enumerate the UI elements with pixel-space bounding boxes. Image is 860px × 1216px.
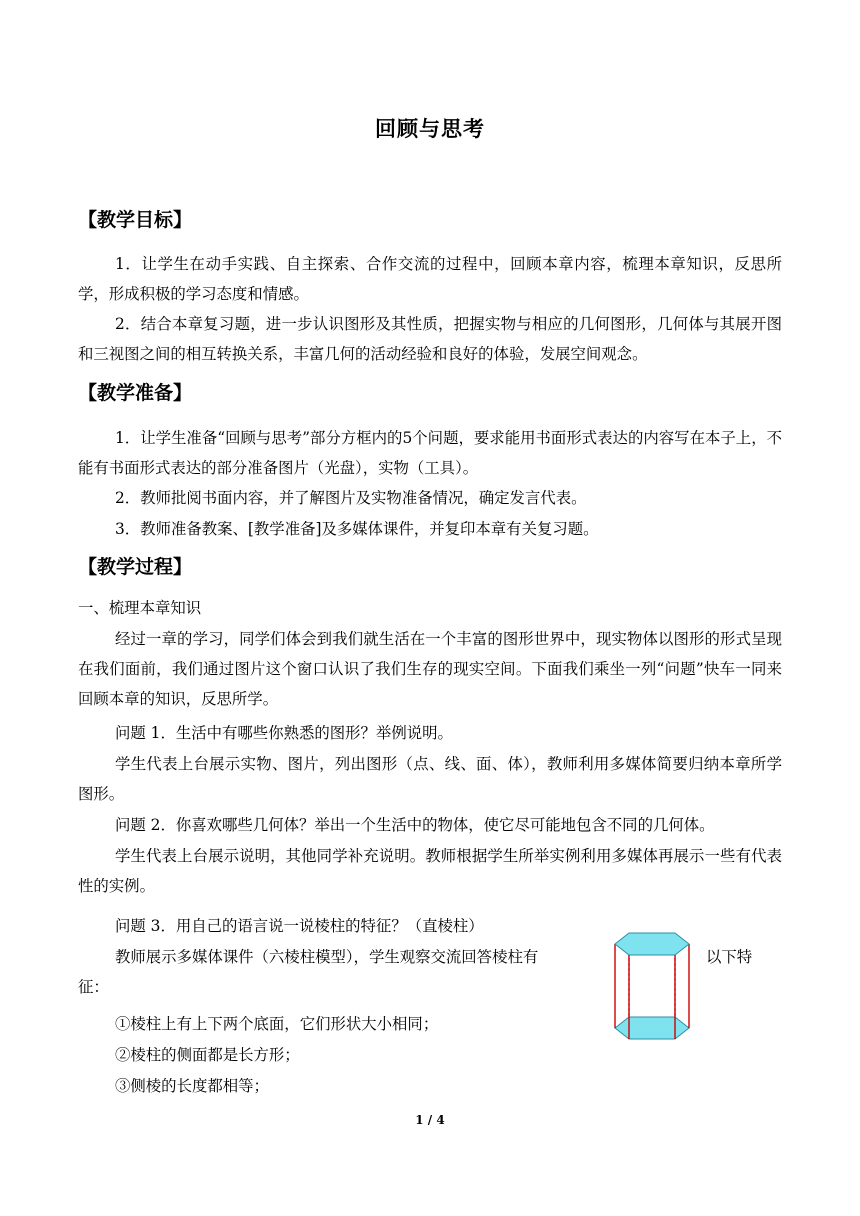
question-3: 问题 3．用自己的语言说一说棱柱的特征？（直棱柱） bbox=[115, 917, 484, 935]
process-intro-paragraph: 经过一章的学习，同学们体会到我们就生活在一个丰富的图形世界中，现实物体以图形的形式呈现在我们面前，我们通过图片这个窗口认识了我们生存的现实空间。下面我们乘坐一列“问题”快车一同来回顾本章的知识，反思所学。 bbox=[78, 630, 782, 708]
answer-3-left: 教师展示多媒体课件（六棱柱模型），学生观察交流回答棱柱有 bbox=[115, 948, 539, 966]
answer-2: 学生代表上台展示说明，其他同学补充说明。教师根据学生所举实例利用多媒体再展示一些有代表性的实例。 bbox=[78, 847, 782, 895]
page-number: 1 / 4 bbox=[415, 1113, 445, 1127]
prism-bottom-face bbox=[615, 1017, 689, 1039]
question-2: 问题 2．你喜欢哪些几何体？举出一个生活中的物体，使它尽可能地包含不同的几何体。 bbox=[115, 816, 715, 834]
question-1: 问题 1．生活中有哪些你熟悉的图形？举例说明。 bbox=[115, 724, 453, 742]
goals-paragraph-2: 2．结合本章复习题，进一步认识图形及其性质，把握实物与相应的几何图形，几何体与其展开图和三视图之间的相互转换关系，丰富几何的活动经验和良好的体验，发展空间观念。 bbox=[78, 315, 782, 363]
feature-1: ①棱柱上有上下两个底面，它们形状大小相同； bbox=[115, 1015, 439, 1033]
subheading-review-knowledge: 一、梳理本章知识 bbox=[78, 599, 202, 617]
answer-1: 学生代表上台展示实物、图片，列出图形（点、线、面、体），教师利用多媒体简要归纳本章所学图形。 bbox=[78, 755, 782, 803]
heading-teaching-goals: 【教学目标】 bbox=[78, 209, 193, 231]
heading-teaching-prep: 【教学准备】 bbox=[78, 382, 193, 404]
page-title: 回顾与思考 bbox=[375, 116, 485, 141]
hexagonal-prism-figure bbox=[603, 925, 703, 1053]
prep-paragraph-1: 1．让学生准备“回顾与思考”部分方框内的5个问题，要求能用书面形式表达的内容写在本子上，不能有书面形式表达的部分准备图片（光盘），实物（工具）。 bbox=[78, 429, 782, 477]
prism-top-face bbox=[615, 933, 689, 955]
feature-3: ③侧棱的长度都相等； bbox=[115, 1077, 269, 1095]
feature-2: ②棱柱的侧面都是长方形； bbox=[115, 1046, 300, 1064]
goals-paragraph-1: 1．让学生在动手实践、自主探索、合作交流的过程中，回顾本章内容，梳理本章知识，反思所学，形成积极的学习态度和情感。 bbox=[78, 255, 782, 303]
answer-3-continued: 征： bbox=[78, 978, 109, 996]
prep-paragraph-2: 2．教师批阅书面内容，并了解图片及实物准备情况，确定发言代表。 bbox=[115, 489, 587, 507]
heading-teaching-process: 【教学过程】 bbox=[78, 556, 193, 578]
prep-paragraph-3: 3．教师准备教案、[教学准备]及多媒体课件，并复印本章有关复习题。 bbox=[115, 520, 599, 538]
answer-3-right: 以下特 bbox=[706, 948, 753, 966]
